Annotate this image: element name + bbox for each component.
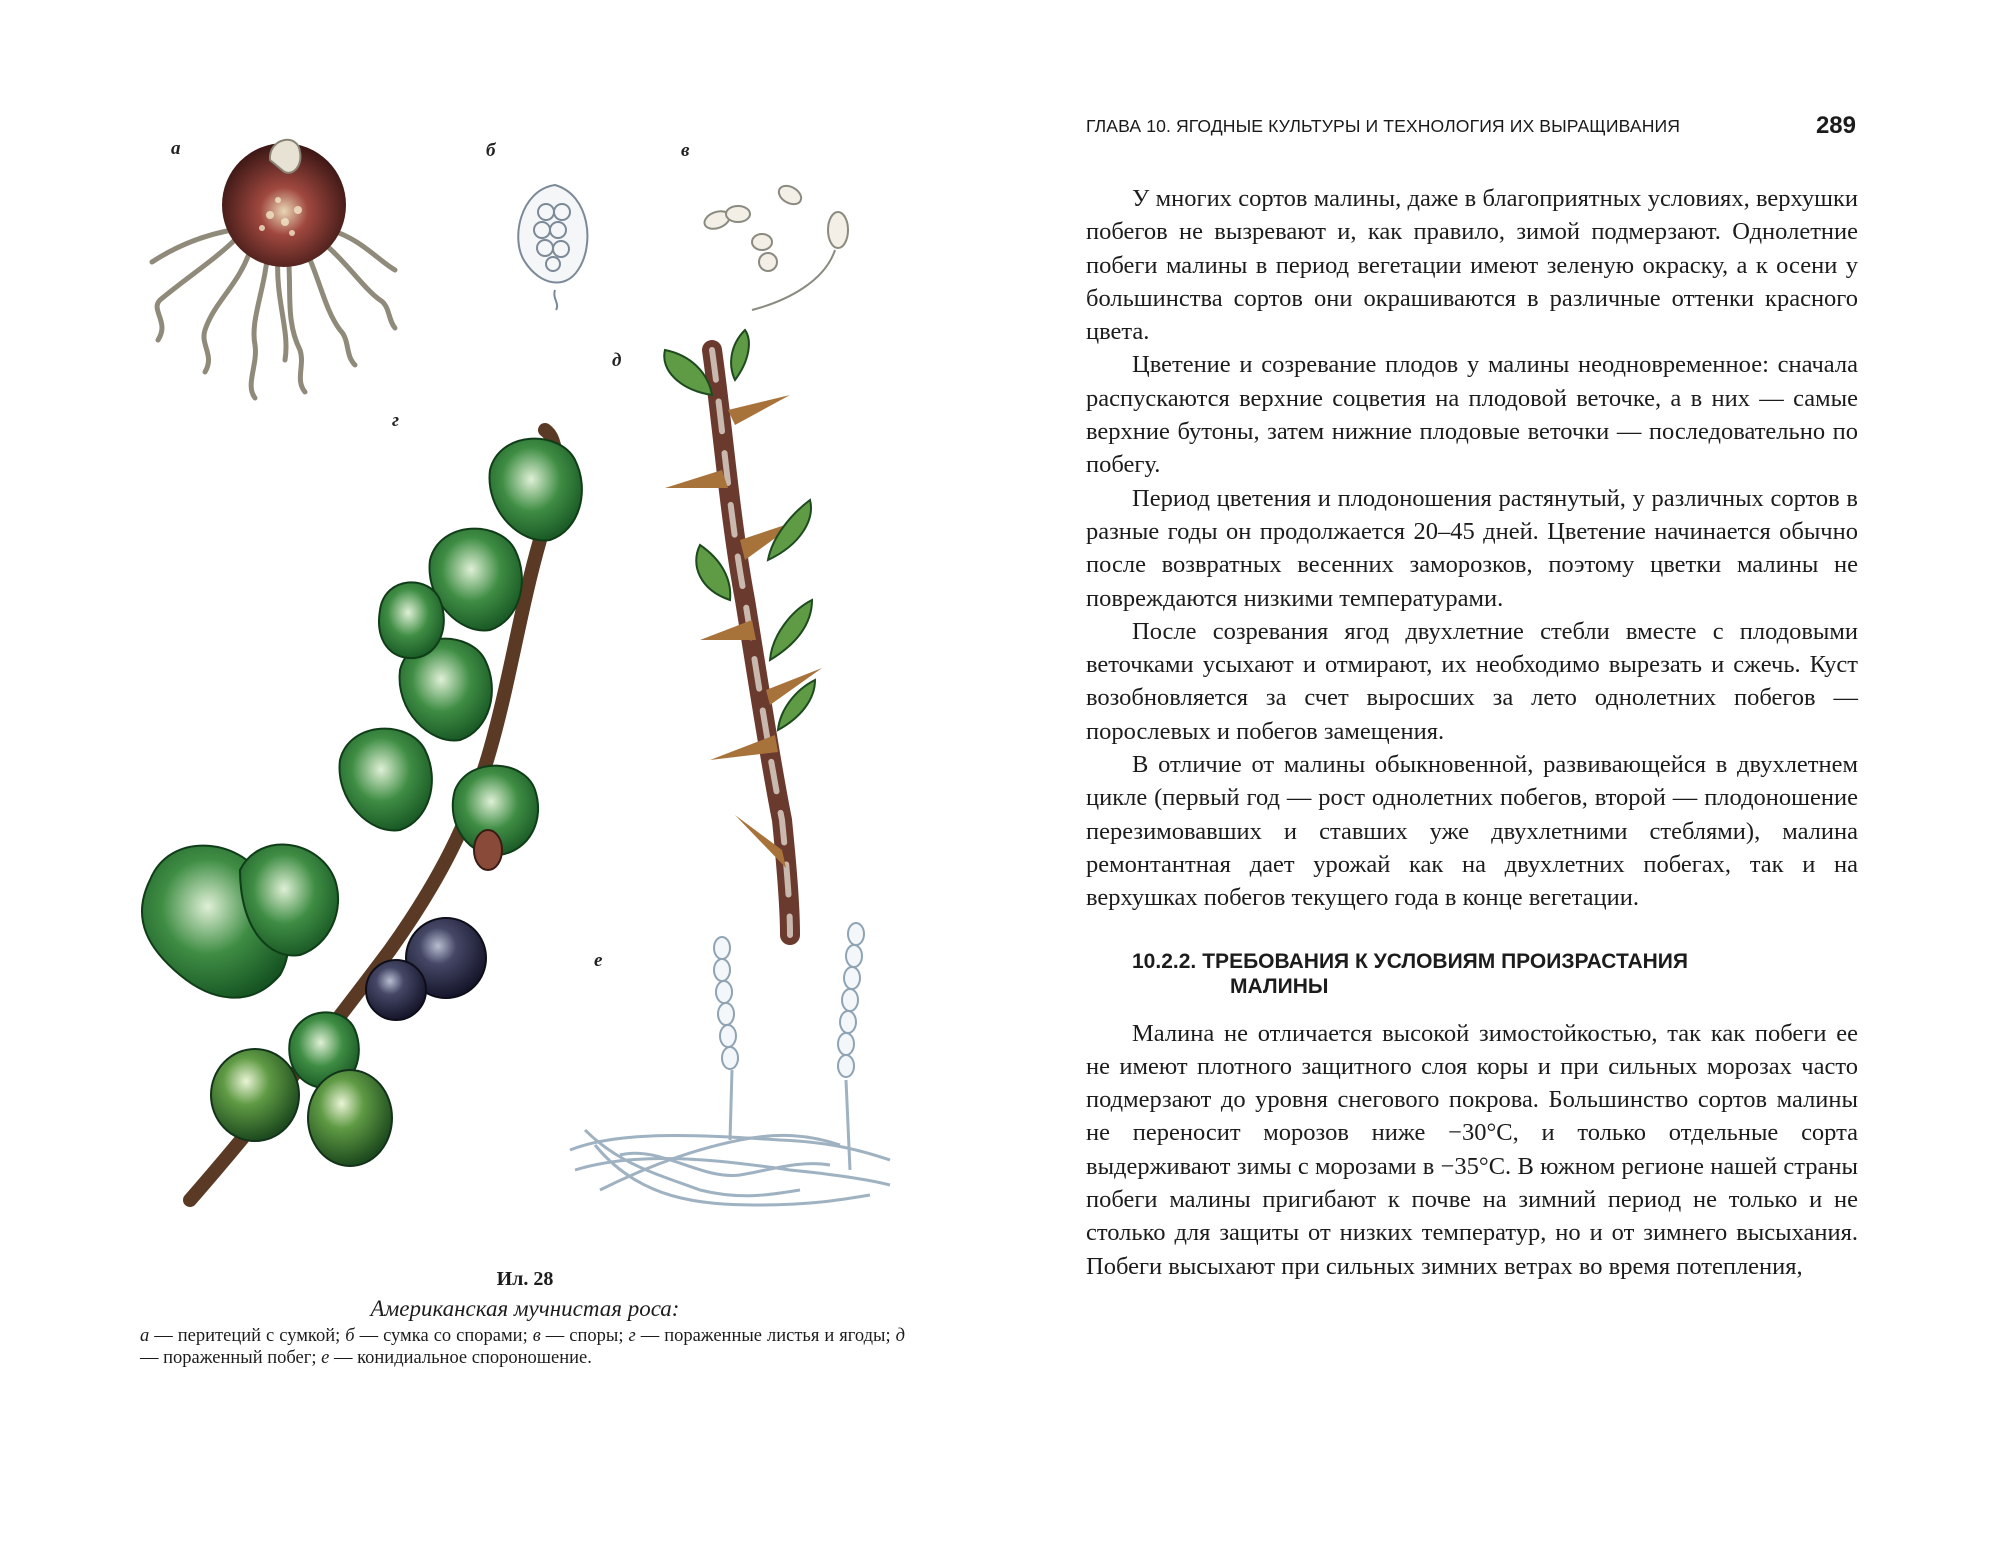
figure-letter-v: в (681, 140, 690, 161)
legend-letter: е (321, 1348, 330, 1368)
section-heading (1086, 949, 1858, 999)
figure-letter-d: д (612, 350, 622, 371)
running-head: ГЛАВА 10. ЯГОДНЫЕ КУЛЬТУРЫ И ТЕХНОЛОГИЯ ИХ ВЫРАЩИВАНИЯ (1086, 116, 1681, 136)
paragraph: У многих сортов малины, даже в благоприятных условиях, верхушки побегов не вызревают и, как правило, зимой подмерзают. Однолетние побеги малины в период вегетации имеют зеленую окраску, а к осени у большинства сортов они окрашиваются в различные оттенки красного цвета. (1086, 185, 1858, 346)
figure-letter-a: а (171, 138, 181, 159)
section-number: 10.2.2. (1132, 949, 1197, 973)
figure-legend (140, 1325, 905, 1369)
paragraph: Малина не отличается высокой зимостойкостью, так как побеги ее не имеют плотного защитного слоя коры и при сильных морозах часто подмерзают до уровня снегового покрова. Большинство сортов малины не переносит морозов ниже −30°C, и только отдельные сорта выдерживают зимы с морозами в −35°C. В южном регионе нашей страны побеги малины пригибают к почве на зимний период не только и не столько для защиты от низких температур, но и от зимнего высыхания. Побеги высыхают при сильных зимних ветрах во время потепления, (1086, 1019, 1858, 1280)
paragraph: После созревания ягод двухлетние стебли вместе с плодовыми веточками усыхают и отмирают, их необходимо вырезать и сжечь. Куст возобновляется за счет выросших за лето однолетних побегов — порослевых и побегов замещения. (1086, 617, 1858, 745)
legend-text: — сумка со спорами; (354, 1326, 533, 1346)
legend-text: — конидиальное спороношение. (329, 1348, 592, 1368)
legend-letter: г (628, 1326, 636, 1346)
legend-text: — перитеций с сумкой; (149, 1326, 346, 1346)
infected-shoot-illustration (664, 330, 822, 935)
legend-letter: в (532, 1326, 541, 1346)
legend-letter: д (895, 1326, 905, 1346)
figure-title: Американская мучнистая роса: (370, 1296, 680, 1321)
figure-letter-g: г (392, 410, 400, 431)
section-title-line1: ТРЕБОВАНИЯ К УСЛОВИЯМ ПРОИЗРАСТАНИЯ (1202, 949, 1688, 973)
paragraph: В отличие от малины обыкновенной, развивающейся в двухлетнем цикле (первый год — рост однолетних побегов, второй — плодоношение перезимовавших и ставших уже двухлетними стеблями), малина ремонтантная дает урожай как на двухлетних побегах, так и на верхушках побегов текущего года в конце вегетации. (1086, 751, 1858, 912)
figure-number: Ил. 28 (496, 1268, 554, 1290)
legend-text: — пораженный побег; (140, 1348, 322, 1368)
gooseberry-branch-illustration (142, 430, 582, 1200)
perithecium-illustration (152, 140, 395, 398)
legend-text: — споры; (540, 1326, 629, 1346)
paragraph: Период цветения и плодоношения растянутый, у различных сортов в разные годы он продолжается 20–45 дней. Цветение начинается обычно после возвратных весенних заморозков, поэтому цветки малины не повреждаются низкими температурами. (1086, 484, 1858, 612)
page-number: 289 (1815, 112, 1856, 139)
section-title-line2: МАЛИНЫ (1230, 974, 1329, 998)
illustration-plate (0, 0, 1000, 1250)
paragraph: Цветение и созревание плодов у малины неодновременное: сначала распускаются верхние соцветия на плодовой веточке, а в них — самые верхние бутоны, затем нижние плодовые веточки — последовательно по побегу. (1086, 351, 1858, 479)
legend-letter: а (140, 1326, 150, 1346)
figure-letter-e: е (594, 950, 603, 971)
body-text (1086, 182, 1858, 1283)
legend-letter: б (345, 1326, 355, 1346)
figure-letter-b: б (486, 140, 496, 161)
right-page (1000, 0, 2000, 1559)
ascus-illustration (518, 185, 587, 310)
legend-text: — пораженные листья и ягоды; (635, 1326, 896, 1346)
spores-illustration (702, 182, 848, 310)
conidia-illustration (570, 923, 890, 1205)
